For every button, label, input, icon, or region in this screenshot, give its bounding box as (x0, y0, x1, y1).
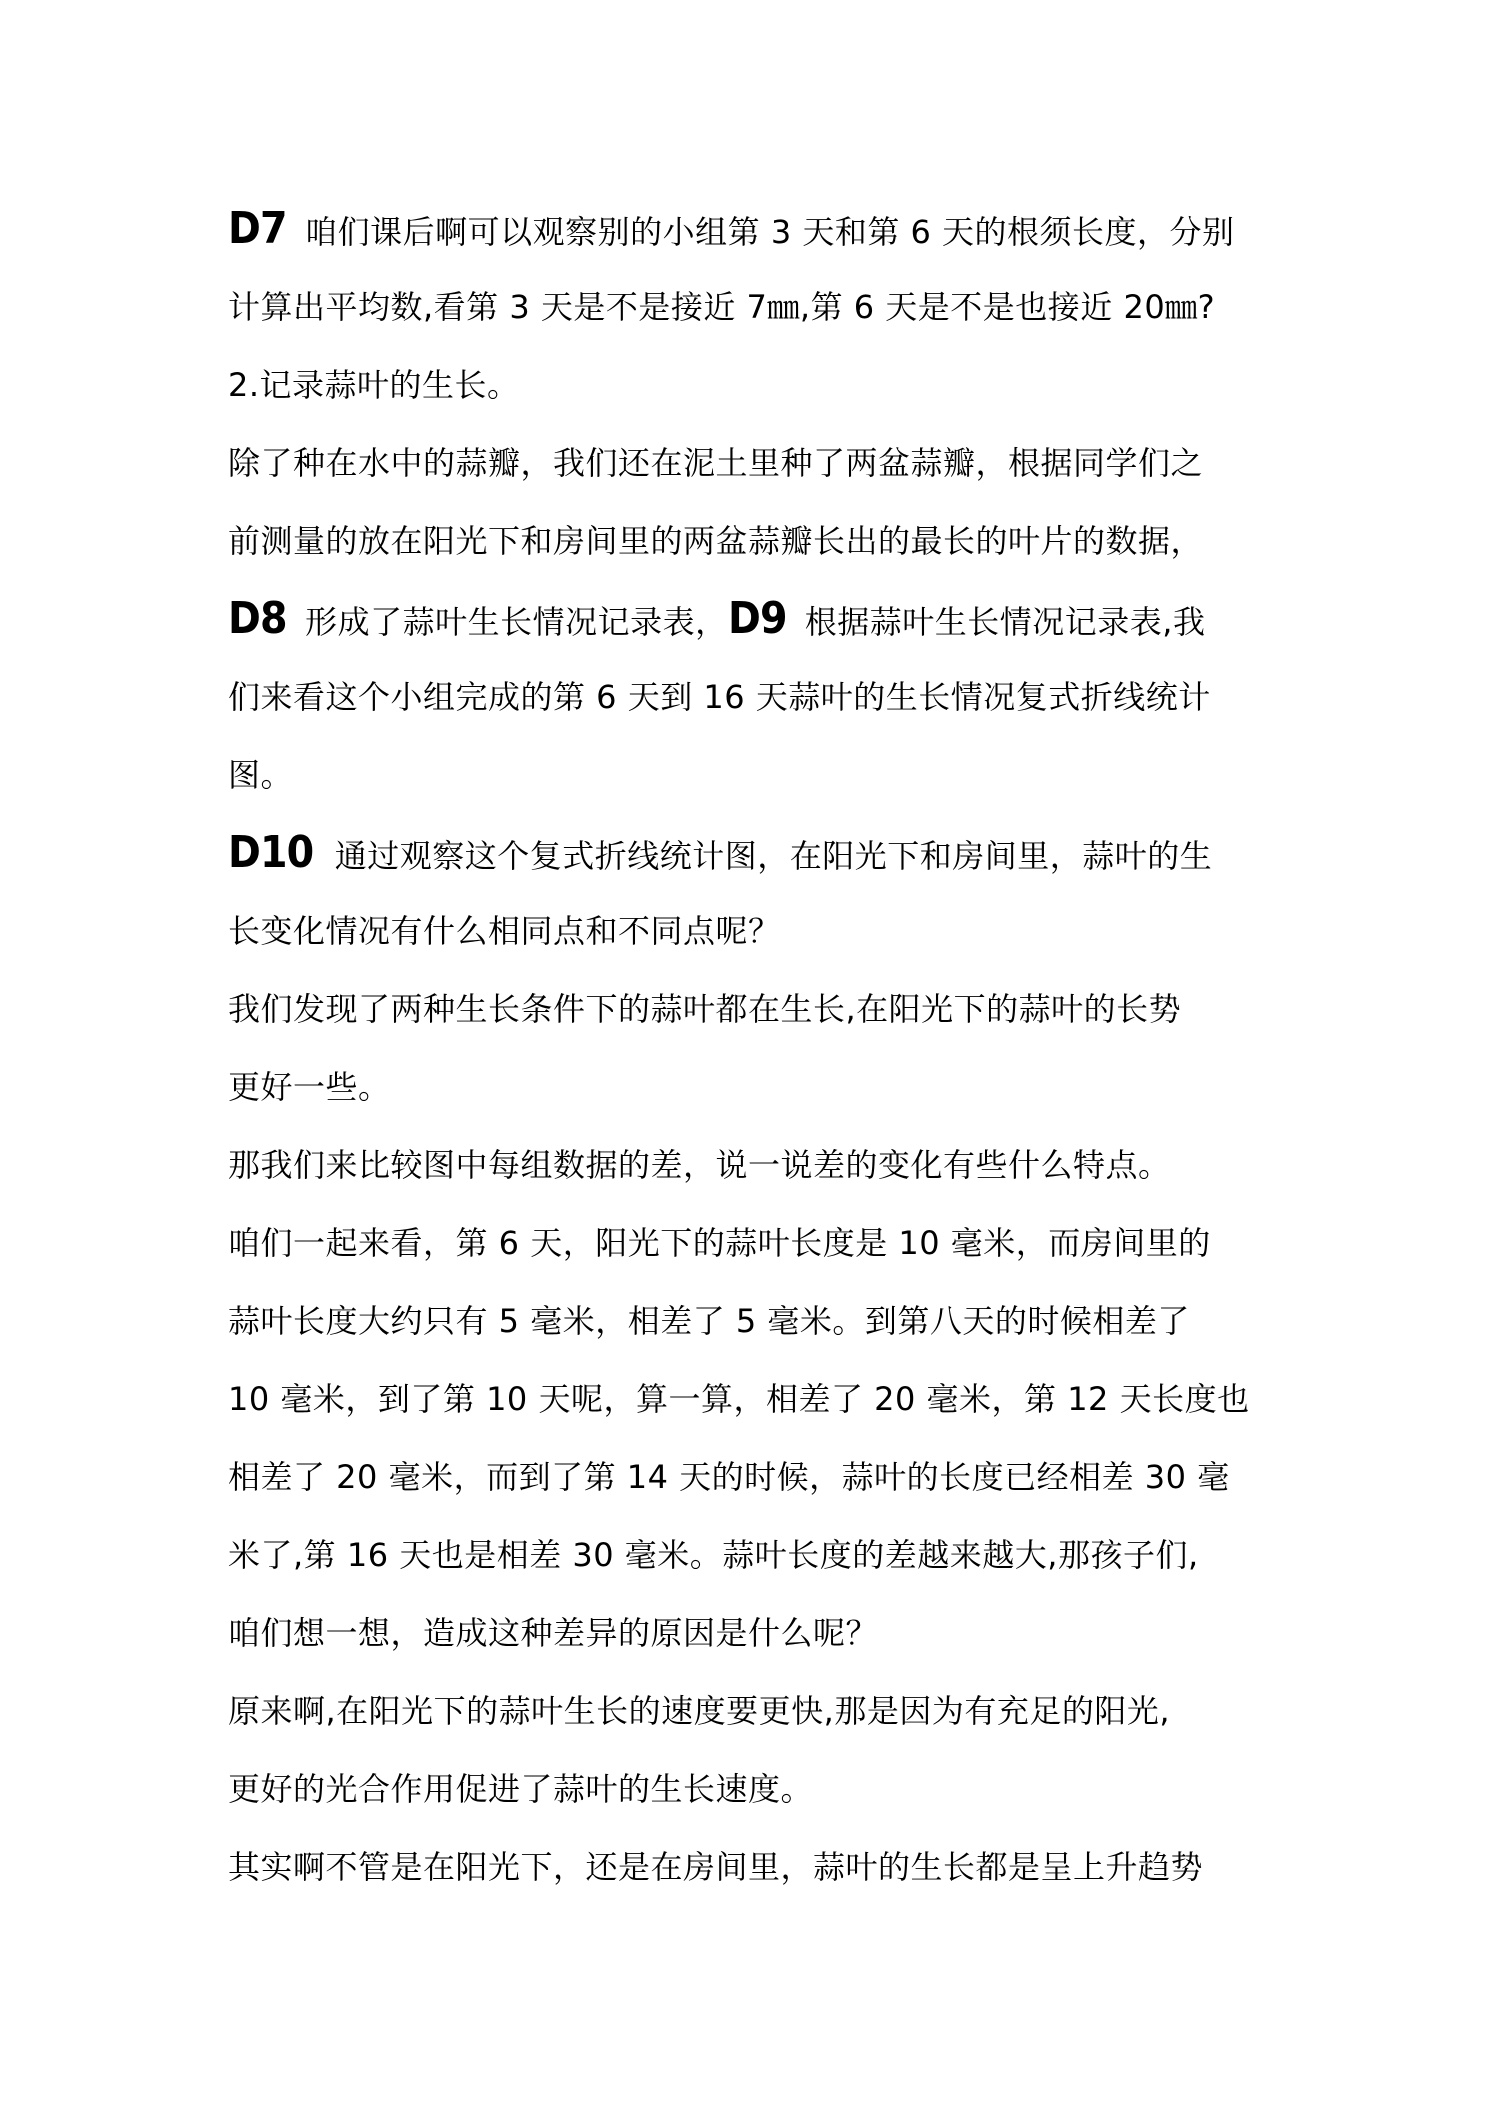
line-text: 图。 (228, 756, 294, 794)
text-line (228, 1126, 1268, 1204)
text-line (228, 1828, 1268, 1906)
line-text: 更好的光合作用促进了蒜叶的生长速度。 (228, 1770, 814, 1808)
line-text: 相差了 20 毫米，而到了第 14 天的时候，蒜叶的长度已经相差 30 毫 (228, 1458, 1230, 1496)
text-line (228, 502, 1268, 580)
text-line (228, 1516, 1268, 1594)
line-text: 形成了蒜叶生长情况记录表， (305, 603, 728, 641)
text-line (228, 268, 1268, 346)
line-text: 咱们想一想，造成这种差异的原因是什么呢？ (228, 1614, 879, 1652)
line-text: 我们发现了两种生长条件下的蒜叶都在生长,在阳光下的蒜叶的长势 (228, 990, 1182, 1028)
text-line (228, 814, 1268, 892)
document-body (228, 190, 1268, 1906)
text-line (228, 892, 1268, 970)
text-line (228, 970, 1268, 1048)
text-line (228, 1282, 1268, 1360)
text-line (228, 1750, 1268, 1828)
line-text: 咱们一起来看，第 6 天，阳光下的蒜叶长度是 10 毫米，而房间里的 (228, 1224, 1211, 1262)
text-line (228, 736, 1268, 814)
line-text: 那我们来比较图中每组数据的差，说一说差的变化有些什么特点。 (228, 1146, 1171, 1184)
line-text: 米了,第 16 天也是相差 30 毫米。蒜叶长度的差越来越大,那孩子们, (228, 1536, 1199, 1574)
slide-marker: D9 (727, 593, 787, 644)
line-text: 通过观察这个复式折线统计图，在阳光下和房间里，蒜叶的生 (334, 837, 1213, 875)
line-text: 长变化情况有什么相同点和不同点呢？ (228, 912, 781, 950)
line-text: 们来看这个小组完成的第 6 天到 16 天蒜叶的生长情况复式折线统计 (228, 678, 1211, 716)
text-line (228, 1048, 1268, 1126)
text-line (228, 1594, 1268, 1672)
line-text: 前测量的放在阳光下和房间里的两盆蒜瓣长出的最长的叶片的数据， (228, 522, 1204, 560)
text-line (228, 190, 1268, 268)
line-text: 计算出平均数,看第 3 天是不是接近 7㎜,第 6 天是不是也接近 20㎜? (228, 288, 1216, 326)
text-line (228, 1438, 1268, 1516)
slide-marker: D7 (228, 203, 287, 254)
text-line (228, 580, 1268, 658)
slide-marker: D8 (228, 593, 287, 644)
text-line (228, 658, 1268, 736)
text-line (228, 1672, 1268, 1750)
section-heading: 2.记录蒜叶的生长。 (228, 366, 520, 404)
line-text: 更好一些。 (228, 1068, 391, 1106)
text-line (228, 346, 1268, 424)
line-text: 咱们课后啊可以观察别的小组第 3 天和第 6 天的根须长度，分别 (305, 213, 1235, 251)
line-text: 蒜叶长度大约只有 5 毫米，相差了 5 毫米。到第八天的时候相差了 (228, 1302, 1190, 1340)
line-text: 根据蒜叶生长情况记录表,我 (804, 603, 1206, 641)
line-text: 10 毫米，到了第 10 天呢，算一算，相差了 20 毫米，第 12 天长度也 (228, 1380, 1250, 1418)
text-line (228, 1204, 1268, 1282)
line-text: 除了种在水中的蒜瓣，我们还在泥土里种了两盆蒜瓣，根据同学们之 (228, 444, 1204, 482)
line-text: 其实啊不管是在阳光下，还是在房间里，蒜叶的生长都是呈上升趋势 (228, 1848, 1204, 1886)
line-text: 原来啊,在阳光下的蒜叶生长的速度要更快,那是因为有充足的阳光, (228, 1692, 1171, 1730)
text-line (228, 1360, 1268, 1438)
text-line (228, 424, 1268, 502)
slide-marker: D10 (228, 827, 314, 878)
